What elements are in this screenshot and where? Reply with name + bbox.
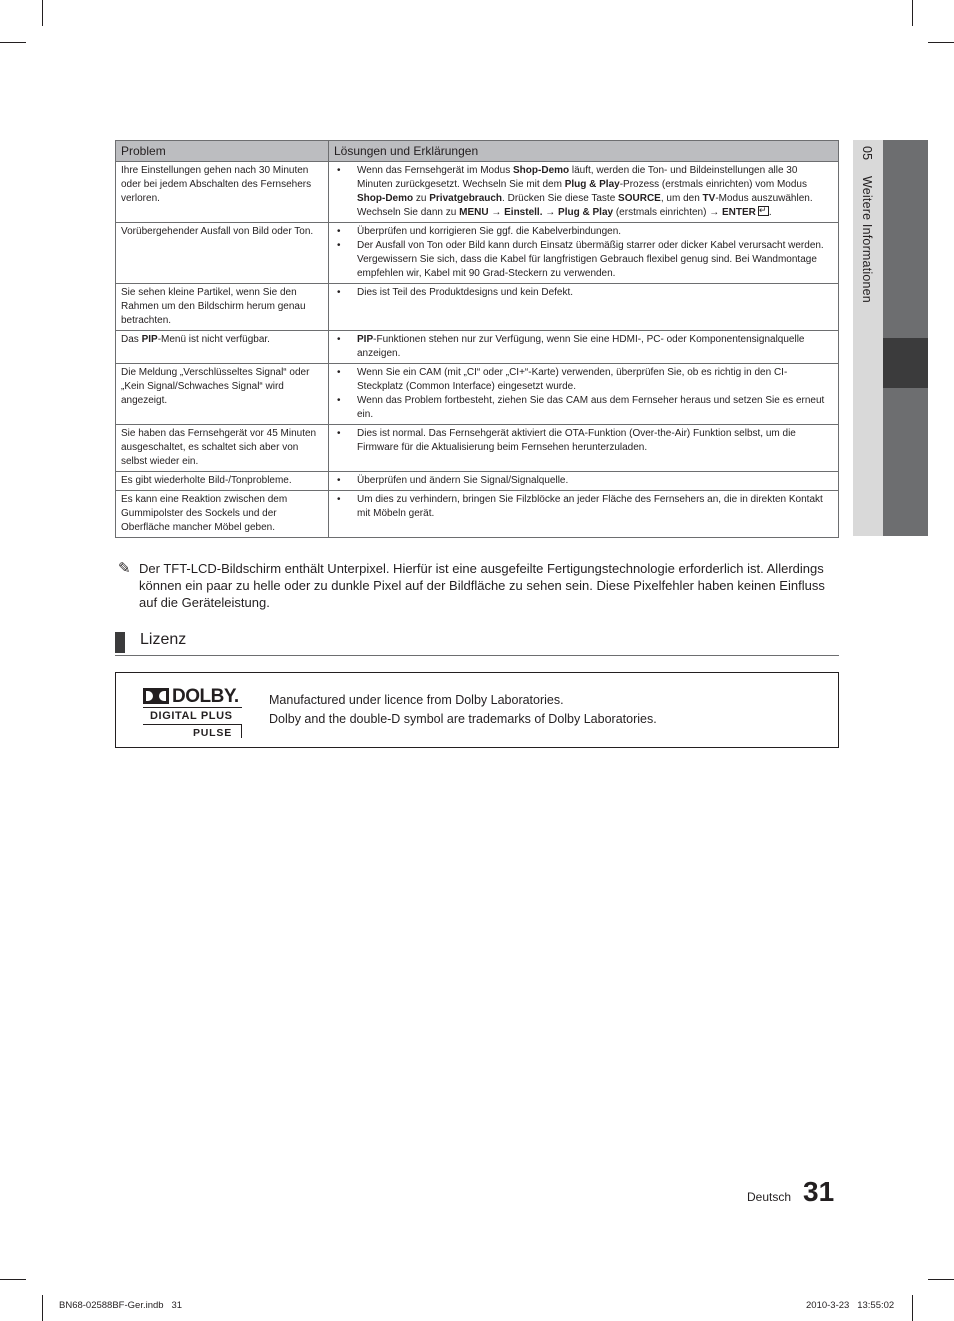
print-file-info: BN68-02588BF-Ger.indb 31	[59, 1300, 183, 1311]
solution-item: • Überprüfen und ändern Sie Signal/Signalquelle.	[334, 474, 833, 488]
note-text: Der TFT-LCD-Bildschirm enthält Unterpixel. Hierfür ist eine ausgefeilte Fertigungstechnologie erforderlich ist. Allerdings können ein paar zu helle oder zu dunkle Pixel auf der Bildfläche zu sehen sein. Diese Pixelfehler haben keinen Einfluss auf die Geräteleistung.	[139, 561, 825, 610]
pencil-note-icon: ✎	[118, 560, 131, 577]
table-row	[116, 364, 839, 425]
solution-cell	[329, 223, 839, 284]
crop-mark	[0, 1279, 26, 1280]
solution-item: • Überprüfen und korrigieren Sie ggf. die Kabelverbindungen.	[334, 225, 833, 239]
license-box	[115, 672, 839, 748]
chapter-number: 05	[860, 146, 874, 161]
table-row	[116, 223, 839, 284]
page-language: Deutsch	[747, 1190, 792, 1204]
dolby-logo	[143, 686, 243, 738]
solution-cell	[329, 331, 839, 364]
troubleshooting-table	[115, 140, 839, 538]
table-row	[116, 472, 839, 491]
license-line: Dolby and the double-D symbol are trademarks of Dolby Laboratories.	[269, 712, 657, 726]
solution-item: • Wenn das Problem fortbesteht, ziehen Sie das CAM aus dem Fernseher heraus und setzen Sie es erneut ein.	[334, 394, 833, 422]
crop-mark	[928, 42, 954, 43]
solution-item: • Dies ist normal. Das Fernsehgerät aktiviert die OTA-Funktion (Over-the-Air) Funktion selbst, um die Firmware für die Aktualisierung beim Fernsehen herunterzuladen.	[334, 427, 833, 455]
solution-cell	[329, 284, 839, 331]
table-row	[116, 162, 839, 223]
table-row	[116, 425, 839, 472]
problem-cell: Das PIP-Menü ist nicht verfügbar.	[116, 331, 329, 364]
crop-mark	[42, 1295, 43, 1321]
enter-key-icon	[758, 206, 769, 216]
solution-cell	[329, 425, 839, 472]
section-heading	[115, 630, 839, 656]
chapter-tab-active-marker	[883, 338, 928, 388]
solution-item: • Der Ausfall von Ton oder Bild kann durch Einsatz übermäßig starrer oder dicker Kabel verursacht werden. Vergewissern Sie sich, dass die Kabel für langfristigen Gebrauch flexibel genug sind. Bei Wandmontage empfehlen wir, Kabel mit 90 Grad-Steckern zu verwenden.	[334, 239, 833, 281]
table-header-row	[116, 141, 839, 162]
solution-item: • Wenn das Fernsehgerät im Modus Shop-Demo läuft, werden die Ton- und Bildeinstellungen alle 30 Minuten zurückgesetzt. Wechseln Sie mit dem Plug & Play-Prozess (erstmals einrichten) vom Modus Shop-Demo zu Privatgebrauch. Drücken Sie diese Taste SOURCE, um den TV-Modus auszuwählen. Wechseln Sie dann zu MENU → Einstell. → Plug & Play (erstmals einrichten) → ENTER↵ .	[334, 164, 833, 220]
problem-cell: Vorübergehender Ausfall von Bild oder Ton.	[116, 223, 329, 284]
problem-cell: Die Meldung „Verschlüsseltes Signal“ oder „Kein Signal/Schwaches Signal“ wird angezeigt.	[116, 364, 329, 425]
page-number: 31	[803, 1176, 835, 1207]
crop-mark	[912, 1295, 913, 1321]
print-timestamp: 2010-3-23 13:55:02	[806, 1300, 895, 1311]
dolby-logo-digital-plus: DIGITAL PLUS	[150, 710, 233, 722]
heading-bar-icon	[115, 632, 125, 653]
license-text	[269, 691, 657, 729]
section-title: Lizenz	[140, 631, 187, 648]
license-line: Manufactured under licence from Dolby Laboratories.	[269, 693, 564, 707]
problem-cell: Es kann eine Reaktion zwischen dem Gummipolster des Sockels und der Oberfläche mancher Möbel geben.	[116, 491, 329, 538]
crop-mark	[928, 1279, 954, 1280]
crop-mark	[912, 0, 913, 26]
dolby-logo-word: DOLBY.	[172, 686, 239, 707]
crop-mark	[42, 0, 43, 26]
dolby-double-d-icon	[143, 688, 169, 704]
column-header-problem: Problem	[116, 141, 329, 162]
table-row	[116, 491, 839, 538]
note-block	[118, 560, 838, 611]
solution-cell	[329, 364, 839, 425]
chapter-title: Weitere Informationen	[860, 176, 874, 303]
solution-item: • PIP-Funktionen stehen nur zur Verfügung, wenn Sie eine HDMI-, PC- oder Komponentensignalquelle anzeigen.	[334, 333, 833, 361]
dolby-logo-pulse: PULSE	[193, 727, 233, 739]
solution-item: • Wenn Sie ein CAM (mit „CI“ oder „CI+“-Karte) verwenden, überprüfen Sie, ob es richtig in den CI-Steckplatz (Common Interface) eingesetzt wurde.	[334, 366, 833, 394]
table-row	[116, 284, 839, 331]
problem-cell: Ihre Einstellungen gehen nach 30 Minuten oder bei jedem Abschalten des Fernsehers verloren.	[116, 162, 329, 223]
chapter-label	[860, 146, 874, 303]
solution-cell	[329, 162, 839, 223]
solution-item: • Dies ist Teil des Produktdesigns und kein Defekt.	[334, 286, 833, 300]
solution-cell	[329, 491, 839, 538]
solution-item: • Um dies zu verhindern, bringen Sie Filzblöcke an jeder Fläche des Fernsehers an, die in direkten Kontakt mit Möbeln gerät.	[334, 493, 833, 521]
problem-cell: Sie sehen kleine Partikel, wenn Sie den Rahmen um den Bildschirm herum genau betrachten.	[116, 284, 329, 331]
crop-mark	[0, 42, 26, 43]
table-row	[116, 331, 839, 364]
problem-cell: Es gibt wiederholte Bild-/Tonprobleme.	[116, 472, 329, 491]
solution-cell	[329, 472, 839, 491]
column-header-solutions: Lösungen und Erklärungen	[329, 141, 839, 162]
problem-cell: Sie haben das Fernsehgerät vor 45 Minuten ausgeschaltet, es schaltet sich aber von selbst wieder ein.	[116, 425, 329, 472]
